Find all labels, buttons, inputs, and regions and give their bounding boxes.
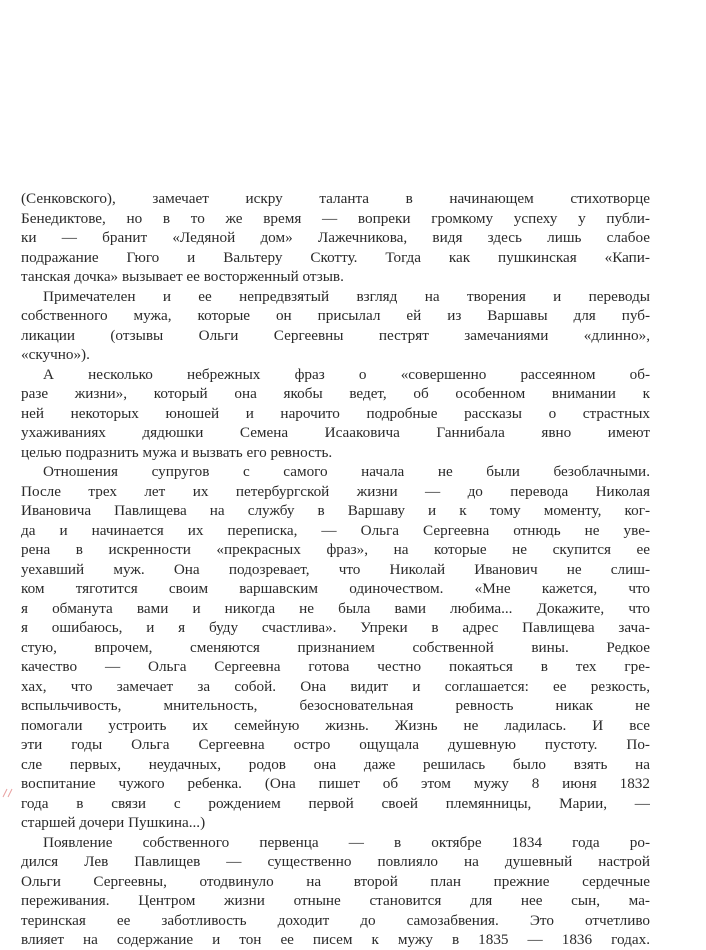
text-line: я ошибаюсь, и я буду счастлива». Упреки в адрес Павлищева зача- [21,619,650,636]
text-line: я обманута вами и никогда не была вами любима... Докажите, что [21,599,650,617]
text-line: Бенедиктове, но в то же время — вопреки громкому успеху у публи- [21,209,650,227]
text-line: уехавший муж. Она подозревает, что Николай Иванович не слиш- [21,560,650,578]
text-line: танская дочка» вызывает ее восторженный отзыв. [21,268,344,285]
paragraph-4 [21,462,650,833]
text-line: Отношения супругов с самого начала не были безоблачными. [43,463,650,480]
text-line: ухаживаниях дядюшки Семена Исааковича Ганнибала явно имеют [21,424,650,441]
text-line: влияет на содержание и тон ее писем к мужу в 1835 — 1836 годах. [21,931,650,948]
text-line: да и начинается их переписка, — Ольга Сергеевна отнюдь не уве- [21,521,650,539]
text-line: После трех лет их петербургской жизни — до перевода Николая [21,482,650,500]
text-line: Примечателен и ее непредвзятый взгляд на творения и переводы [43,287,650,305]
text-line: целью подразнить мужа и вызвать его ревность. [21,443,333,461]
text-line: (Сенковского), замечает искру таланта в начинающем стихотворце [21,190,650,207]
text-line: Появление собственного первенца — в октябре 1834 года ро- [43,833,650,851]
text-line: подражание Гюго и Вальтеру Скотту. Тогда как пушкинская «Капи- [21,248,650,266]
text-line: года в связи с рождением первой своей племянницы, Марии, — [21,794,650,812]
text-line: воспитание чужого ребенка. (Она пишет об этом мужу 8 июня 1832 [21,775,650,792]
paragraph-1 [21,189,650,287]
text-line: ком тяготится своим варшавским одиночеством. «Мне кажется, что [21,580,650,597]
text-line: качество — Ольга Сергеевна готова честно покаяться в тех гре- [21,658,650,675]
text-line: теринская ее заботливость доходит до самозабвения. Это отчетливо [21,911,650,929]
paragraph-5 [21,833,650,950]
text-line: переживания. Центром жизни отныне становится для нее сын, ма- [21,892,650,909]
text-line: эти годы Ольга Сергеевна остро ощущала душевную пустоту. По- [21,736,650,753]
body-text [21,189,650,950]
text-line: собственного мужа, которые он присылал ей из Варшавы для пуб- [21,307,650,324]
paragraph-2 [21,287,650,365]
text-line: Ивановича Павлищева на службу в Варшаву и к тому моменту, ког- [21,502,650,519]
text-line: А несколько небрежных фраз о «совершенно рассеянном об- [43,365,650,383]
text-line: рена в искренности «прекрасных фраз», на которые не скупится ее [21,541,650,558]
text-line: помогали устроить их семейную жизнь. Жизнь не ладилась. И все [21,716,650,734]
text-line: «скучно»). [21,346,90,363]
text-line: хах, что замечает за собой. Она видит и соглашается: ее резкость, [21,677,650,695]
paragraph-3 [21,365,650,463]
text-line: дился Лев Павлищев — существенно повлияло на душевный настрой [21,853,650,870]
text-line: ки — бранит «Ледяной дом» Лажечникова, видя здесь лишь слабое [21,229,650,246]
text-line: ликации (отзывы Ольги Сергеевны пестрят замечаниями «длинно», [21,326,650,344]
text-line: старшей дочери Пушкина...) [21,814,206,831]
text-line: вспыльчивость, мнительность, безосновательная ревность никак не [21,697,650,714]
text-line: разе жизни», который она якобы ведет, об особенном внимании к [21,385,650,402]
text-line: Ольги Сергеевны, отодвинуло на второй план прежние сердечные [21,872,650,890]
text-line: сле первых, неудачных, родов она даже решилась было взять на [21,755,650,773]
text-line: стую, впрочем, сменяются признанием собственной вины. Редкое [21,638,650,656]
corner-mark-icon [2,788,14,798]
text-line: ней некоторых юношей и нарочито подробные рассказы о страстных [21,404,650,422]
